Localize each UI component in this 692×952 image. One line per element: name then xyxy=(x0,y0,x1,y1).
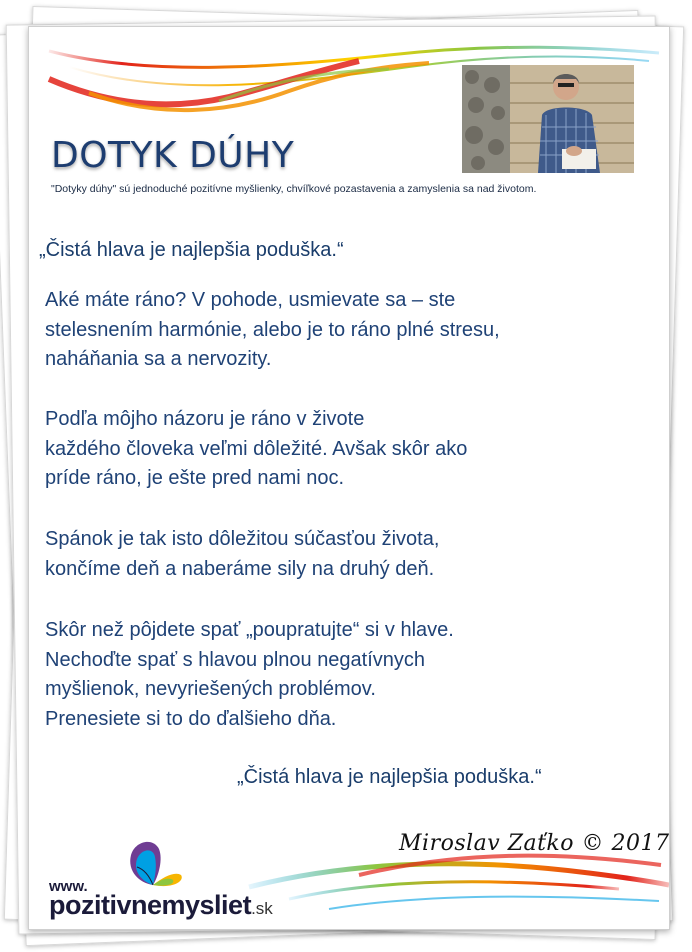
paragraph-line: Prenesiete si to do ďalšieho dňa. xyxy=(45,707,337,730)
paragraph-4 xyxy=(45,616,454,734)
butterfly-icon xyxy=(119,835,189,889)
paragraph-line: príde ráno, je ešte pred nami noc. xyxy=(45,467,345,489)
paragraph-line: naháňania sa a nervozity. xyxy=(45,348,272,370)
paragraph-line: Podľa môjho názoru je ráno v živote xyxy=(45,408,365,430)
logo-tld: .sk xyxy=(251,899,273,918)
paragraph-line: každého človeka veľmi dôležité. Avšak skôr ako xyxy=(45,437,468,460)
paragraph-line: Nechoďte spať s hlavou plnou negatívnych xyxy=(45,648,426,671)
author-signature: Miroslav Zaťko © 2017 xyxy=(399,831,670,856)
quote-bottom: „Čistá hlava je najlepšia poduška.“ xyxy=(237,766,542,788)
paragraph-line: Aké máte ráno? V pohode, usmievate sa – ste xyxy=(45,289,456,311)
paragraph-3 xyxy=(45,525,439,584)
paragraph-1 xyxy=(45,286,500,375)
logo-name: pozitivnemysliet xyxy=(49,890,252,920)
logo-www: www. xyxy=(49,878,88,895)
paragraph-line: Spánok je tak isto dôležitou súčasťou života, xyxy=(45,528,440,550)
author-photo xyxy=(462,65,634,173)
paragraph-2 xyxy=(45,405,467,494)
tagline: "Dotyky dúhy" sú jednoduché pozitívne myšlienky, chvíľkové pozastavenia a zamyslenia sa nad životom. xyxy=(51,183,537,195)
paragraph-line: stelesnením harmónie, alebo je to ráno plné stresu, xyxy=(45,318,500,341)
paragraph-line: myšlienok, nevyriešených problémov. xyxy=(45,678,376,700)
paragraph-line: končíme deň a naberáme sily na druhý deň. xyxy=(45,557,435,580)
logo-wordmark xyxy=(49,890,273,921)
site-logo[interactable] xyxy=(49,835,369,919)
document-page xyxy=(28,26,670,930)
paragraph-line: Skôr než pôjdete spať „poupratujte“ si v hlave. xyxy=(45,619,454,641)
quote-top: „Čistá hlava je najlepšia poduška.“ xyxy=(39,239,344,261)
page-title: DOTYK DÚHY xyxy=(51,135,295,176)
